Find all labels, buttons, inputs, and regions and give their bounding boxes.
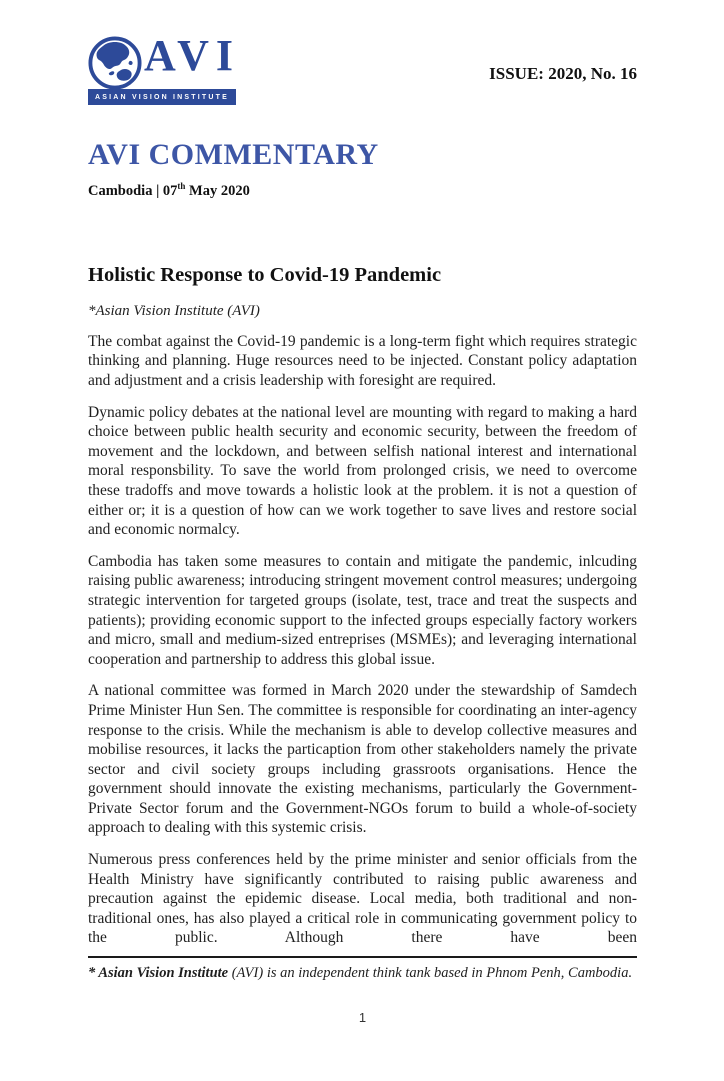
- paragraph: Numerous press conferences held by the prime minister and senior officials from the Health Ministry have significantly contributed to raising public awareness and precaution against the epidemic disease. Local media, both traditional and non-traditional ones, has also played a critical role in communicating government policy to the public. Although there have been: [88, 851, 637, 947]
- logo-banner: ASIAN VISION INSTITUTE: [88, 89, 236, 105]
- article-byline: *Asian Vision Institute (AVI): [88, 302, 260, 319]
- avi-logo: [88, 31, 241, 106]
- page-header: [88, 31, 637, 106]
- page-footer: [88, 948, 637, 1081]
- article-title: Holistic Response to Covid-19 Pandemic: [88, 263, 442, 286]
- publication-title: AVI COMMENTARY: [88, 138, 379, 171]
- dateline-ordinal: th: [177, 181, 186, 191]
- footnote: [88, 965, 637, 982]
- paragraph: A national committee was formed in March 2020 under the stewardship of Samdech Prime Minister Hun Sen. The committee is responsible for coordinating an inter-agency response to the crisis. While the mechanism is able to develop collective measures and mobilise resources, it lacks the particaption from other stakeholders namely the private sector and civil society groups including grassroots organisations. Hence the government should innovate the existing mechanisms, particularly the Government-Private Sector forum and the Government-NGOs forum to build a whole-of-society approach to dealing with this systemic crisis.: [88, 682, 637, 837]
- paragraph: Dynamic policy debates at the national level are mounting with regard to making a hard choice between public health security and economic security, between the freedom of movement and the lockdown, and between selfish national interest and international moral responsbility. To save the world from prolonged crisis, we need to overcome these tradoffs and move towards a holistic look at the problem. it is not a question of either or; it is a question of how can we work together to save lives and restore social and economic normalcy.: [88, 403, 637, 539]
- page-number: 1: [358, 1010, 367, 1026]
- globe-icon: [88, 36, 142, 90]
- paragraph: Cambodia has taken some measures to contain and mitigate the pandemic, inlcuding raising public awareness; introducing stringent movement control measures; undergoing strategic intervention for targeted groups (isolate, test, trace and treat the suspects and patients); providing economic support to the infected groups especially factory workers and micro, small and medium-sized entreprises (MSMEs); and leveraging international cooperation and partnership to address this global issue.: [88, 552, 637, 668]
- dateline: [88, 181, 637, 200]
- paragraph: The combat against the Covid-19 pandemic is a long-term fight which requires strategic thinking and planning. Huge resources need to be injected. Constant policy adaptation and adjustment and a crisis leadership with foresight are required.: [88, 332, 637, 390]
- dateline-suffix: May 2020: [185, 182, 250, 199]
- footnote-rest-text: (AVI) is an independent think tank based in Phnom Penh, Cambodia.: [228, 965, 633, 982]
- issue-label: ISSUE: 2020, No. 16: [489, 64, 637, 83]
- dateline-prefix: Cambodia | 07: [88, 182, 178, 199]
- footnote-bold-text: * Asian Vision Institute: [88, 965, 229, 982]
- footnote-divider: [88, 956, 637, 958]
- logo-acronym: AVI: [144, 31, 241, 80]
